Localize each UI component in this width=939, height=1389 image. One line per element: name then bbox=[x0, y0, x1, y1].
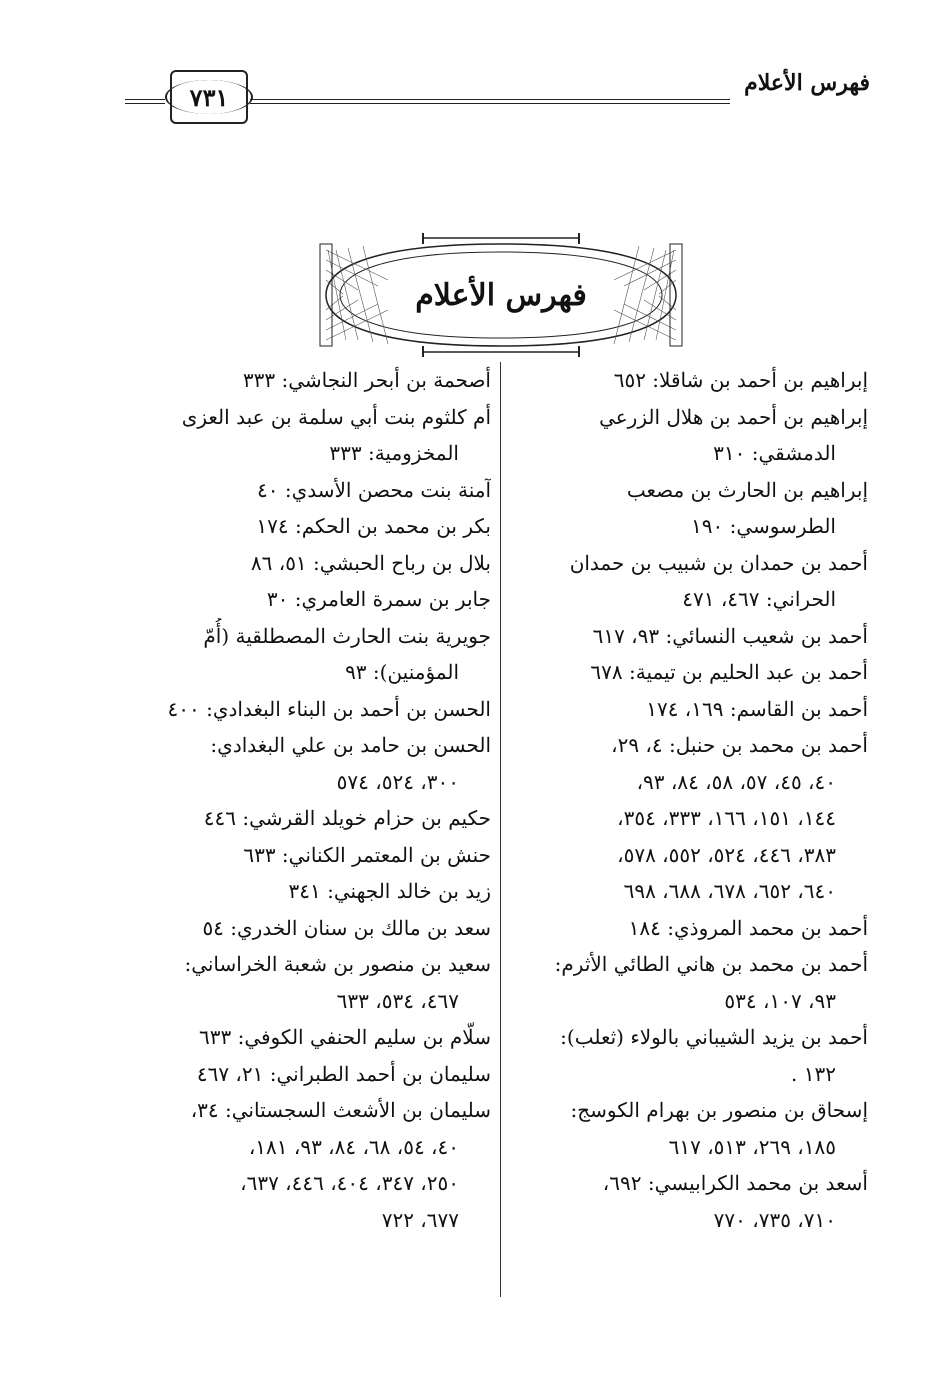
index-entry-line: إبراهيم بن أحمد بن هلال الزرعي bbox=[599, 404, 868, 429]
index-entry-line: ٤٦٧، ٥٣٤، ٦٣٣ bbox=[336, 988, 459, 1013]
index-entry-line: سعد بن مالك بن سنان الخدري: ٥٤ bbox=[202, 915, 491, 940]
index-entry-line: بكر بن محمد بن الحكم: ١٧٤ bbox=[256, 514, 491, 538]
page-number: ٧٣١ bbox=[189, 82, 229, 112]
index-entry-line: الحسن بن حامد بن علي البغدادي: bbox=[210, 733, 491, 757]
index-entry-line: الدمشقي: ٣١٠ bbox=[713, 441, 836, 465]
index-entry-line: ١٣٢ . bbox=[791, 1061, 836, 1086]
header-rule-end bbox=[125, 99, 165, 104]
index-entry-line: ٣٠٠، ٥٢٤، ٥٧٤ bbox=[336, 769, 459, 794]
index-entry-line: ١٨٥، ٢٦٩، ٥١٣، ٦١٧ bbox=[668, 1134, 836, 1159]
index-entry-line: آمنة بنت محصن الأسدي: ٤٠ bbox=[257, 477, 491, 502]
index-entry-line: جويرية بنت الحارث المصطلقية (أُمّ bbox=[203, 623, 491, 648]
index-entry-line: ٩٣، ١٠٧، ٥٣٤ bbox=[724, 988, 836, 1013]
index-entry-line: أحمد بن يزيد الشيباني بالولاء (ثعلب): bbox=[560, 1025, 868, 1049]
index-entry-line: حكيم بن حزام خويلد القرشي: ٤٤٦ bbox=[203, 806, 491, 830]
index-entry-line: سعيد بن منصور بن شعبة الخراساني: bbox=[184, 952, 491, 976]
index-entry-line: إبراهيم بن أحمد بن شاقلا: ٦٥٢ bbox=[613, 368, 868, 392]
index-entry-line: الحسن بن أحمد بن البناء البغدادي: ٤٠٠ bbox=[167, 696, 491, 721]
running-title: فهرس الأعلام bbox=[744, 70, 870, 96]
index-entry-line: ٦٤٠، ٦٥٢، ٦٧٨، ٦٨٨، ٦٩٨ bbox=[623, 879, 836, 903]
index-entry-line: زيد بن خالد الجهني: ٣٤١ bbox=[288, 879, 491, 903]
left-column bbox=[125, 362, 491, 1238]
index-entry-line: أحمد بن عبد الحليم بن تيمية: ٦٧٨ bbox=[590, 660, 868, 684]
index-entry-line: إبراهيم بن الحارث بن مصعب bbox=[626, 477, 868, 502]
index-entry-line: أحمد بن محمد بن حنبل: ٤، ٢٩، bbox=[611, 733, 868, 757]
index-entry-line: حنش بن المعتمر الكناني: ٦٣٣ bbox=[243, 842, 491, 867]
index-entry-line: ٣٨٣، ٤٤٦، ٥٢٤، ٥٥٢، ٥٧٨، bbox=[617, 842, 836, 867]
index-entry-line: المؤمنين): ٩٣ bbox=[345, 660, 459, 684]
index-entry-line: ٢٥٠، ٣٤٧، ٤٠٤، ٤٤٦، ٦٣٧، bbox=[240, 1171, 459, 1195]
index-entry-line: ٧١٠، ٧٣٥، ٧٧٠ bbox=[713, 1207, 836, 1232]
header-rule bbox=[250, 99, 730, 104]
index-entry-line: ٦٧٧، ٧٢٢ bbox=[381, 1207, 459, 1232]
index-entry-line: الطرسوسي: ١٩٠ bbox=[691, 514, 836, 538]
index-entry-line: المخزومية: ٣٣٣ bbox=[329, 441, 459, 465]
index-entry-line: ١٤٤، ١٥١، ١٦٦، ٣٣٣، ٣٥٤، bbox=[617, 806, 836, 830]
index-entry-line: أم كلثوم بنت أبي سلمة بن عبد العزى bbox=[181, 404, 491, 429]
index-title: فهرس الأعلام bbox=[415, 277, 587, 313]
index-entry-line: ٤٠، ٤٥، ٥٧، ٥٨، ٨٤، ٩٣، bbox=[636, 769, 836, 794]
index-entry-line: إسحاق بن منصور بن بهرام الكوسج: bbox=[570, 1098, 868, 1122]
running-header bbox=[125, 66, 870, 126]
right-column bbox=[506, 362, 868, 1238]
index-entry-line: أحمد بن القاسم: ١٦٩، ١٧٤ bbox=[646, 696, 868, 721]
index-entry-line: أحمد بن شعيب النسائي: ٩٣، ٦١٧ bbox=[592, 623, 868, 648]
index-entry-line: الحراني: ٤٦٧، ٤٧١ bbox=[682, 587, 836, 611]
index-entry-line: ٤٠، ٥٤، ٦٨، ٨٤، ٩٣، ١٨١، bbox=[248, 1134, 459, 1159]
index-entry-line: أسعد بن محمد الكرابيسي: ٦٩٢، bbox=[602, 1171, 868, 1195]
index-entry-line: بلال بن رباح الحبشي: ٥١، ٨٦ bbox=[250, 550, 491, 575]
index-entry-line: أحمد بن حمدان بن شبيب بن حمدان bbox=[569, 550, 868, 575]
column-divider bbox=[500, 362, 501, 1297]
page-number-badge bbox=[170, 70, 248, 124]
index-entry-line: سليمان بن أحمد الطبراني: ٢١، ٤٦٧ bbox=[196, 1061, 491, 1086]
index-entry-line: سلّام بن سليم الحنفي الكوفي: ٦٣٣ bbox=[199, 1025, 491, 1049]
index-entry-line: جابر بن سمرة العامري: ٣٠ bbox=[266, 587, 491, 611]
index-entry-line: سليمان بن الأشعث السجستاني: ٣٤، bbox=[190, 1098, 491, 1122]
index-entry-line: أحمد بن محمد المروذي: ١٨٤ bbox=[628, 915, 868, 940]
title-cartouche bbox=[318, 230, 684, 360]
index-entry-line: أحمد بن محمد بن هاني الطائي الأثرم: bbox=[554, 952, 868, 976]
index-entry-line: أصحمة بن أبحر النجاشي: ٣٣٣ bbox=[242, 368, 491, 392]
